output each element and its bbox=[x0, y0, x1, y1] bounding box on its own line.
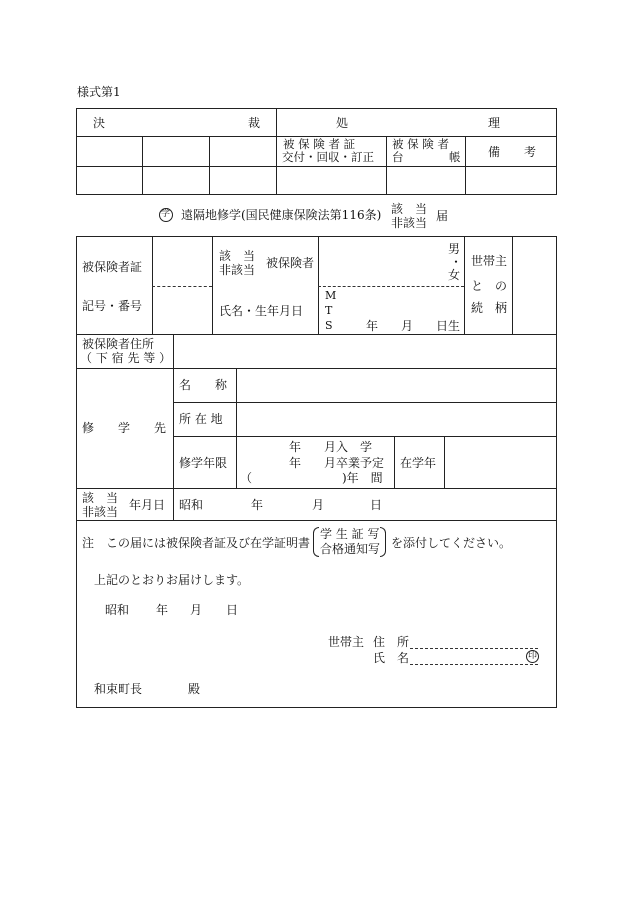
school-location-label: 所 在 地 bbox=[179, 412, 223, 426]
ri-label: 理 bbox=[488, 116, 501, 130]
submit-day: 日 bbox=[226, 603, 239, 617]
gender-dot: ・ bbox=[450, 255, 463, 269]
years-paren-open: （ bbox=[240, 471, 253, 485]
insured-label: 被保険者 bbox=[266, 256, 315, 270]
date-showa: 昭和 bbox=[179, 498, 204, 512]
declaration-text: 上記のとおりお届けします。 bbox=[94, 573, 250, 587]
ketsu-label: 決 bbox=[93, 116, 106, 130]
grad-year-label: 年 bbox=[289, 456, 302, 470]
address-blank bbox=[410, 648, 538, 649]
card-label: 被保険者証 bbox=[82, 260, 143, 274]
enroll-label: 月入 学 bbox=[324, 440, 373, 454]
card-issue-label-2: 交付・回収・訂正 bbox=[282, 150, 374, 164]
form-number: 様式第1 bbox=[77, 85, 121, 99]
ym-higaito-label: 非該当 bbox=[82, 505, 119, 519]
years-label: )年 間 bbox=[342, 471, 383, 485]
card-number-label: 記号・番号 bbox=[82, 299, 143, 313]
title-todoke: 届 bbox=[436, 209, 449, 223]
study-period-label: 修学年限 bbox=[179, 456, 228, 470]
card-issue-label-1: 被 保 険 者 証 bbox=[283, 137, 356, 151]
relation-label-1: 世帯主 bbox=[471, 254, 508, 268]
remarks-label: 備 考 bbox=[488, 145, 537, 159]
address-label-1: 被保険者住所 bbox=[82, 337, 155, 351]
note-text: 注 この届には被保険者証及び在学証明書 bbox=[82, 536, 311, 550]
higaito-label: 非該当 bbox=[219, 263, 256, 277]
name-blank bbox=[410, 664, 538, 665]
relation-label-3a: 続 bbox=[471, 301, 484, 315]
male-label: 男 bbox=[448, 242, 461, 256]
name-birth-label: 氏名・生年月日 bbox=[219, 304, 304, 318]
date-label: 年月日 bbox=[129, 498, 166, 512]
study-site-label: 修 学 先 bbox=[82, 421, 167, 435]
note-option-1: 学 生 証 写 bbox=[320, 527, 380, 541]
grad-label: 月卒業予定 bbox=[324, 456, 385, 470]
sho-label: 処 bbox=[336, 116, 349, 130]
householder-label: 世帯主 bbox=[328, 635, 365, 649]
school-name-label: 名 称 bbox=[179, 378, 228, 392]
relation-label-3b: 柄 bbox=[495, 301, 508, 315]
ledger-label-2b: 帳 bbox=[449, 150, 461, 164]
date-year-label: 年 bbox=[251, 498, 264, 512]
birth-day-label: 日生 bbox=[436, 319, 461, 333]
note-suffix: を添付してください。 bbox=[391, 536, 512, 550]
enroll-year-label: 年 bbox=[289, 440, 302, 454]
sai-label: 裁 bbox=[248, 116, 261, 130]
title-main: 遠隔地修学(国民健康保険法第116条) bbox=[181, 208, 382, 222]
recipient-label: 和束町長 bbox=[94, 682, 143, 696]
recipient-honorific: 殿 bbox=[188, 682, 201, 696]
birth-month-label: 月 bbox=[401, 319, 414, 333]
study-mark: 学 bbox=[161, 209, 171, 219]
date-day-label: 日 bbox=[370, 498, 383, 512]
address-label-2: （ 下 宿 先 等 ） bbox=[80, 351, 172, 365]
ym-gaito-label: 該 当 bbox=[82, 491, 119, 505]
female-label: 女 bbox=[448, 268, 461, 282]
gaito-label: 該 当 bbox=[219, 249, 256, 263]
submit-month: 月 bbox=[190, 603, 203, 617]
relation-label-2b: の bbox=[495, 279, 508, 293]
submit-showa: 昭和 bbox=[105, 603, 130, 617]
birth-year-label: 年 bbox=[366, 319, 379, 333]
householder-address-label: 住 所 bbox=[373, 635, 410, 649]
era-m: M bbox=[325, 289, 337, 302]
submit-year: 年 bbox=[156, 603, 169, 617]
era-t: T bbox=[325, 304, 333, 317]
note-option-2: 合格通知写 bbox=[320, 542, 381, 556]
date-month-label: 月 bbox=[312, 498, 325, 512]
ledger-label-2a: 台 bbox=[392, 150, 404, 164]
title-higaito: 非該当 bbox=[391, 216, 428, 230]
grade-label: 在学年 bbox=[400, 456, 437, 470]
era-s: S bbox=[325, 319, 333, 332]
householder-name-label: 氏 名 bbox=[373, 651, 410, 665]
seal-mark: 印 bbox=[528, 651, 538, 661]
relation-label-2a: と bbox=[471, 279, 484, 293]
title-gaito: 該 当 bbox=[391, 202, 428, 216]
ledger-label-1: 被 保 険 者 bbox=[392, 137, 449, 151]
